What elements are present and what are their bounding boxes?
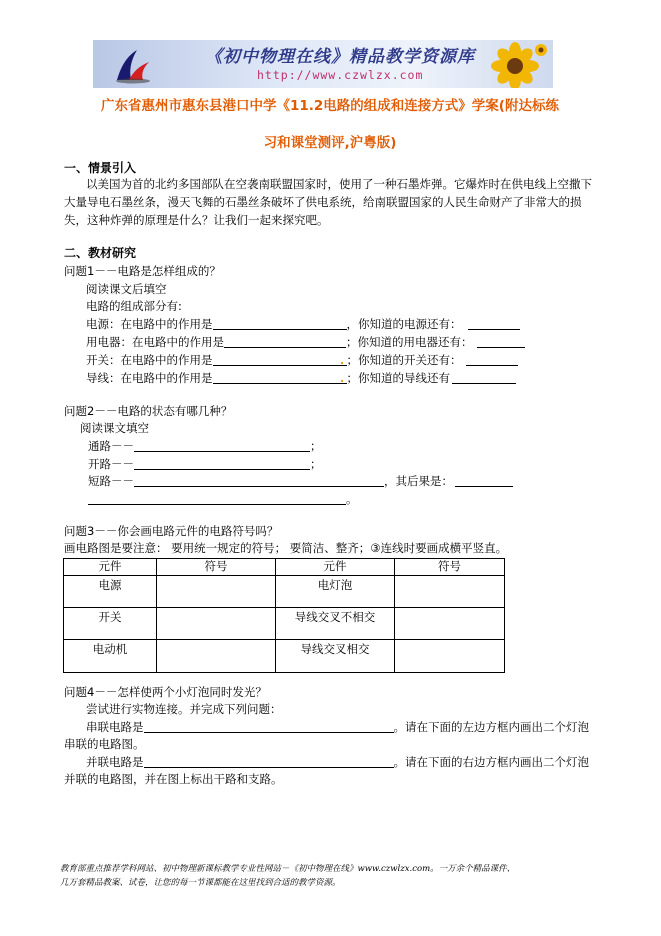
- table-row: [64, 640, 505, 673]
- table-cell: 导线交叉不相交: [276, 608, 395, 640]
- symbol-cell[interactable]: [157, 576, 276, 608]
- q4-parallel-suffix: 。请在下面的右边方框内画出二个灯泡: [393, 755, 589, 769]
- q1-row-power: [86, 317, 520, 333]
- header-banner: [93, 40, 553, 88]
- q1-row-suffix: ；你知道的开关还有：: [346, 353, 462, 367]
- site-logo-icon: [113, 46, 153, 84]
- answer-blank[interactable]: [88, 492, 346, 505]
- section2-heading: 二、教材研究: [64, 246, 137, 260]
- answer-blank[interactable]: [213, 317, 347, 330]
- q1-row-label: 电源：在电路中的作用是: [86, 317, 213, 331]
- page-footer: [60, 862, 620, 891]
- answer-blank[interactable]: [144, 720, 394, 733]
- banner-title: 《初中物理在线》精品教学资源库: [205, 47, 475, 67]
- table-header-row: [64, 559, 505, 576]
- table-cell: 电灯泡: [276, 576, 395, 608]
- q4-series-line: [86, 720, 589, 736]
- period: 。: [346, 492, 358, 506]
- q1-row-switch: [86, 353, 518, 369]
- table-header-cell: 符号: [157, 559, 276, 576]
- table-cell: 电动机: [64, 640, 157, 673]
- q2-short-circuit: [88, 474, 513, 490]
- answer-blank[interactable]: [466, 353, 518, 366]
- answer-blank[interactable]: [134, 439, 310, 452]
- q1-row-suffix: ；你知道的用电器还有：: [346, 335, 473, 349]
- symbol-table: [63, 558, 505, 673]
- answer-blank[interactable]: [134, 474, 384, 487]
- q1-title: 问题1－－电路是怎样组成的？: [64, 264, 221, 278]
- semicolon: ；: [310, 439, 322, 453]
- q1-row-appliance: [86, 335, 525, 351]
- q4-series-label: 串联电路是: [86, 720, 144, 734]
- symbol-cell[interactable]: [395, 576, 505, 608]
- symbol-cell[interactable]: [157, 640, 276, 673]
- answer-blank[interactable]: [134, 457, 310, 470]
- q4-parallel-line: [86, 755, 589, 771]
- symbol-cell[interactable]: [157, 608, 276, 640]
- q1-row-suffix: ；你知道的导线还有: [346, 371, 450, 385]
- answer-blank[interactable]: [213, 353, 347, 366]
- q1-row-label: 开关：在电路中的作用是: [86, 353, 213, 367]
- banner-url: http://www.czwlzx.com: [257, 68, 424, 82]
- answer-blank[interactable]: [224, 335, 346, 348]
- sunflower-icon: [485, 42, 547, 88]
- table-header-cell: 元件: [64, 559, 157, 576]
- section1-heading: 一、情景引入: [64, 161, 137, 175]
- document-title-line2: 习和课堂测评,沪粤版): [263, 135, 397, 151]
- table-cell: 电源: [64, 576, 157, 608]
- q2-closed-circuit: [88, 439, 322, 455]
- q3-rules: 画电路图是要注意： 要用统一规定的符号； 要简洁、整齐；③连线时要画成横平竖直。: [64, 541, 508, 555]
- section1-paragraph: 以美国为首的北约多国部队在空袭南联盟国家时，使用了一种石墨炸弹。它爆炸时在供电线上空撒下大量导电石墨丝条，漫天飞舞的石墨丝条破坏了供电系统，给南联盟国家的人民生命财产了非常大的损失，这种炸弹的原理是什么？让我们一起来探究吧。: [64, 177, 592, 227]
- q2-instruction: 阅读课文填空: [80, 421, 149, 435]
- q4-title: 问题4－－怎样使两个小灯泡同时发光？: [64, 685, 267, 699]
- q4-instruction: 尝试进行实物连接。并完成下列问题：: [86, 702, 282, 716]
- q4-series-suffix: 。请在下面的左边方框内画出二个灯泡: [393, 720, 589, 734]
- q2-short-suffix: ，其后果是：: [384, 474, 453, 488]
- answer-blank[interactable]: [477, 335, 525, 348]
- q1-instruction: 阅读课文后填空: [86, 282, 167, 296]
- q4-parallel-label: 并联电路是: [86, 755, 144, 769]
- semicolon: ；: [310, 457, 322, 471]
- q2-title: 问题2－－电路的状态有哪几种？: [64, 404, 233, 418]
- symbol-cell[interactable]: [395, 608, 505, 640]
- q1-row-wire: [86, 371, 516, 387]
- footer-line2: 几万套精品教案、试卷，让您的每一节课都能在这里找到合适的教学资源。: [60, 878, 341, 889]
- answer-blank[interactable]: [455, 474, 513, 487]
- table-header-cell: 符号: [395, 559, 505, 576]
- q4-series-line2: 串联的电路图。: [64, 737, 145, 751]
- q2-open-circuit: [88, 457, 322, 473]
- table-header-cell: 元件: [276, 559, 395, 576]
- q2-label-open: 开路－－: [88, 457, 134, 471]
- q2-label-short: 短路－－: [88, 474, 134, 488]
- answer-blank[interactable]: [144, 755, 394, 768]
- table-row: [64, 608, 505, 640]
- q1-row-suffix: ，你知道的电源还有：: [346, 317, 462, 331]
- table-row: [64, 576, 505, 608]
- answer-blank[interactable]: [468, 317, 520, 330]
- q1-row-label: 用电器：在电路中的作用是: [86, 335, 224, 349]
- q3-title: 问题3－－你会画电路元件的电路符号吗？: [64, 524, 279, 538]
- q1-row-label: 导线：在电路中的作用是: [86, 371, 213, 385]
- symbol-cell[interactable]: [395, 640, 505, 673]
- q2-label-closed: 通路－－: [88, 439, 134, 453]
- answer-blank[interactable]: [213, 371, 347, 384]
- q2-consequence-line: [88, 492, 358, 508]
- answer-blank[interactable]: [452, 371, 516, 384]
- table-cell: 开关: [64, 608, 157, 640]
- q1-lead: 电路的组成部分有:: [86, 299, 182, 313]
- document-title-line1: 广东省惠州市惠东县港口中学《11.2电路的组成和连接方式》学案(附达标练: [101, 98, 559, 114]
- footer-line1: 教育部重点推荐学科网站、初中物理新课标教学专业性网站－《初中物理在线》www.czwlzx.com。一万余个精品课件、: [60, 864, 516, 874]
- table-cell: 导线交叉相交: [276, 640, 395, 673]
- q4-parallel-line2: 并联的电路图，并在图上标出干路和支路。: [64, 772, 283, 786]
